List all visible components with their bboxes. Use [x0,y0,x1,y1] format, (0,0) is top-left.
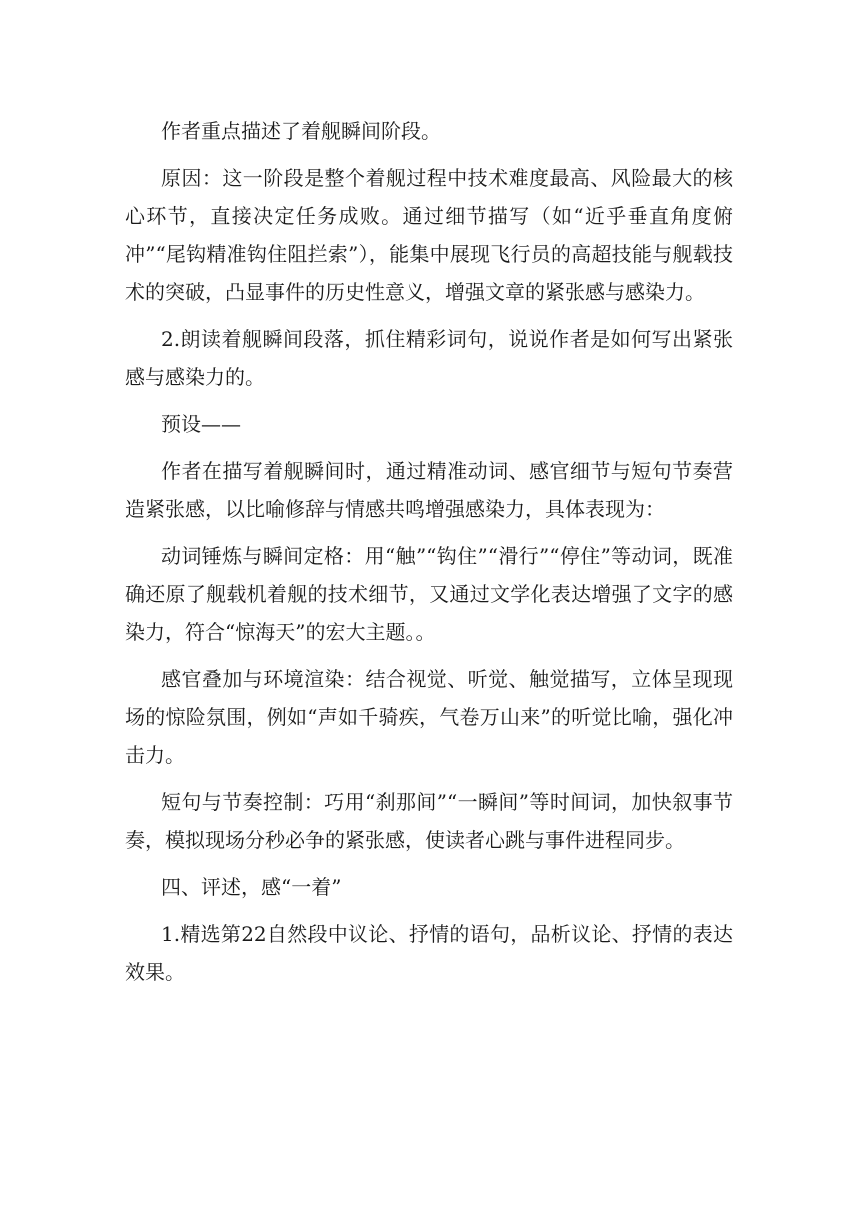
document-body [125,112,733,1000]
paragraph-verbs: 动词锤炼与瞬间定格：用“触”“钩住”“滑行”“停住”等动词，既准确还原了舰载机着舰的技术细节，又通过文学化表达增强了文字的感染力，符合“惊海天”的宏大主题。。 [125,544,733,644]
paragraph-question-2: 2.朗读着舰瞬间段落，抓住精彩词句，说说作者是如何写出紧张感与感染力的。 [125,327,733,389]
paragraph-question-1: 1.精选第22自然段中议论、抒情的语句，品析议论、抒情的表达效果。 [125,922,733,984]
paragraph-preset-label: 预设—— [161,412,241,436]
paragraph-rhythm: 短句与节奏控制：巧用“刹那间”“一瞬间”等时间词，加快叙事节奏，模拟现场分秒必争的紧张感，使读者心跳与事件进程同步。 [125,790,733,852]
paragraph-reason: 原因：这一阶段是整个着舰过程中技术难度最高、风险最大的核心环节，直接决定任务成败。通过细节描写（如“近乎垂直角度俯冲”“尾钩精准钩住阻拦索”），能集中展现飞行员的高超技能与舰载技术的突破，凸显事件的历史性意义，增强文章的紧张感与感染力。 [125,166,733,304]
paragraph-senses: 感官叠加与环境渲染：结合视觉、听觉、触觉描写，立体呈现现场的惊险氛围，例如“声如千骑疾，气卷万山来”的听觉比喻，强化冲击力。 [125,667,733,767]
paragraph-preset-intro: 作者在描写着舰瞬间时，通过精准动词、感官细节与短句节奏营造紧张感，以比喻修辞与情感共鸣增强感染力，具体表现为： [125,459,733,521]
section-heading-4: 四、评述，感“一着” [161,875,342,899]
paragraph-focus-stage: 作者重点描述了着舰瞬间阶段。 [161,119,441,143]
